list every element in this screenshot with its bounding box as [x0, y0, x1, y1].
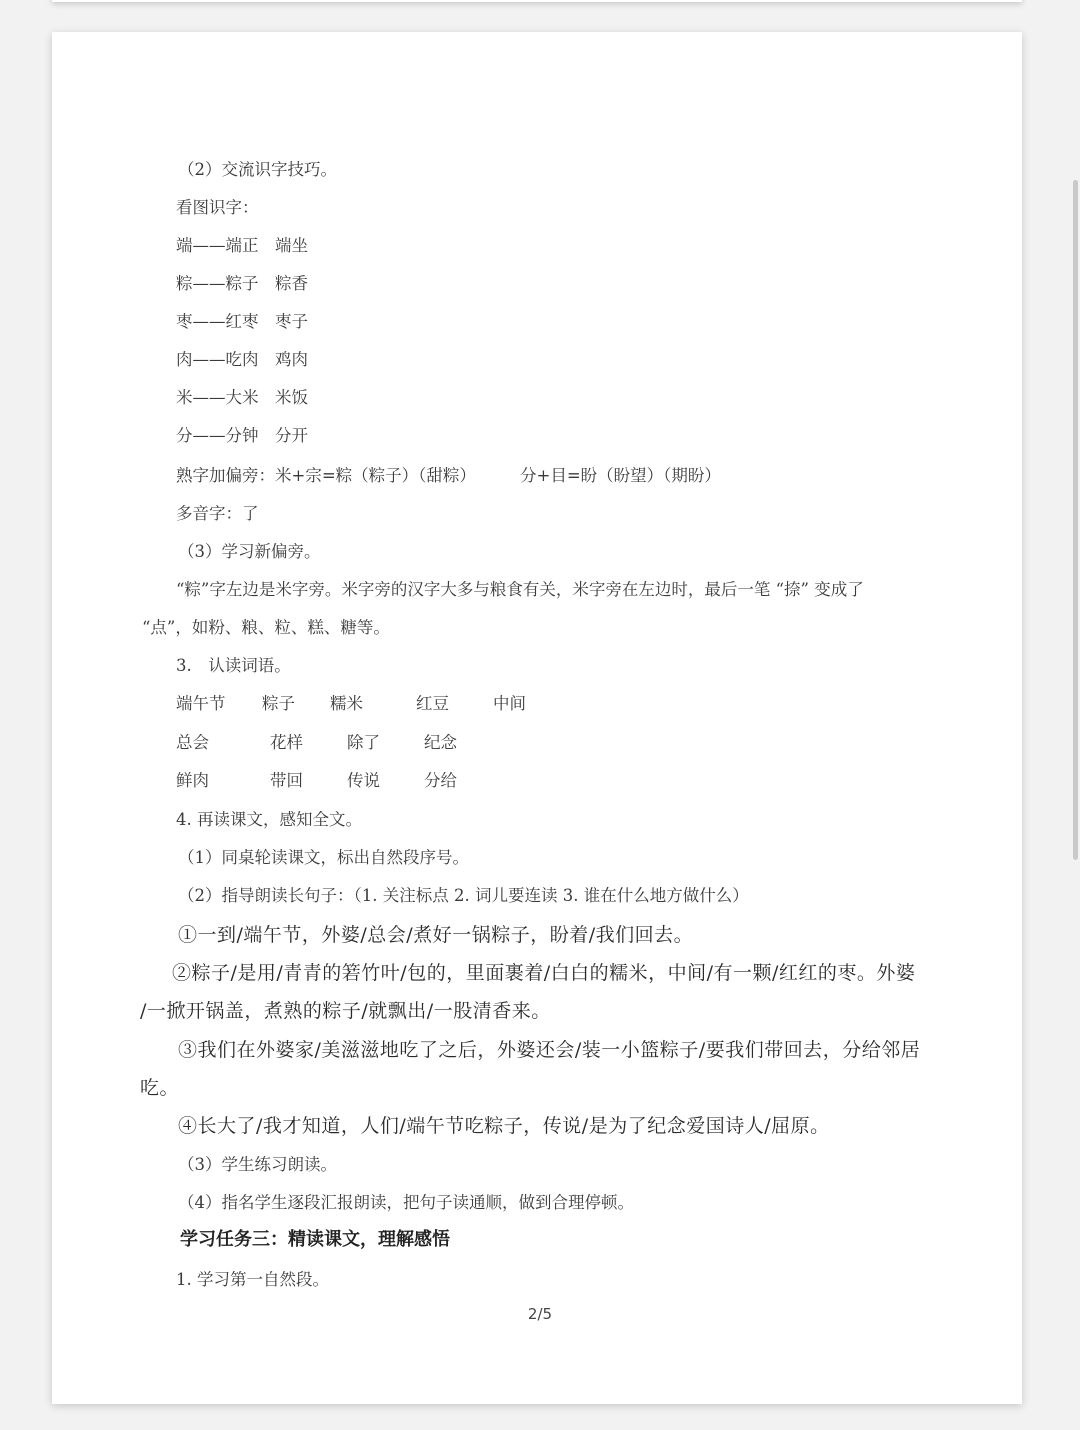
text-line: 肉——吃肉 鸡肉	[176, 350, 308, 369]
reading-sentence: 吃。	[140, 1077, 180, 1099]
reading-sentence: ④长大了/我才知道，人们/端午节吃粽子，传说/是为了纪念爱国诗人/屈原。	[178, 1115, 830, 1137]
text-line: （3）学习新偏旁。	[178, 542, 321, 561]
word-cell: 中间	[493, 694, 526, 713]
word-cell: 带回	[270, 771, 303, 790]
text-line: （2）交流识字技巧。	[178, 160, 337, 179]
text-line: （2）指导朗读长句子：（1. 关注标点 2. 词儿要连读 3. 谁在什么地方做什么）	[178, 886, 749, 905]
text-line: 分——分钟 分开	[176, 426, 308, 445]
word-cell: 红豆	[416, 694, 449, 713]
text-line: 米——大米 米饭	[176, 388, 308, 407]
text-line: 枣——红枣 枣子	[176, 312, 308, 331]
reading-sentence: ③我们在外婆家/美滋滋地吃了之后，外婆还会/装一小篮粽子/要我们带回去，分给邻居	[178, 1039, 921, 1061]
word-cell: 糯米	[330, 694, 363, 713]
word-cell: 纪念	[424, 733, 457, 752]
text-line: （1）同桌轮读课文，标出自然段序号。	[178, 848, 469, 867]
text-line: 3. 认读词语。	[176, 656, 291, 675]
text-line: （3）学生练习朗读。	[178, 1155, 337, 1174]
scrollbar-thumb[interactable]	[1073, 180, 1078, 860]
word-cell: 传说	[347, 771, 380, 790]
text-line: 熟字加偏旁：米+宗=粽（粽子）（甜粽）	[176, 466, 476, 485]
text-line: 看图识字：	[176, 198, 259, 217]
text-line: 分+目=盼（盼望）（期盼）	[520, 466, 721, 485]
text-line: 4. 再读课文，感知全文。	[176, 810, 362, 829]
word-cell: 粽子	[262, 694, 295, 713]
word-cell: 端午节	[176, 694, 226, 713]
word-cell: 花样	[270, 733, 303, 752]
reading-sentence: ①一到/端午节，外婆/总会/煮好一锅粽子，盼着/我们回去。	[178, 924, 694, 946]
text-line: （4）指名学生逐段汇报朗读，把句子读通顺，做到合理停顿。	[178, 1193, 634, 1212]
word-cell: 分给	[424, 771, 457, 790]
text-line: 端——端正 端坐	[176, 236, 308, 255]
text-line: 1. 学习第一自然段。	[176, 1270, 329, 1289]
text-line: 粽——粽子 粽香	[176, 274, 308, 293]
section-heading: 学习任务三：精读课文，理解感悟	[180, 1229, 450, 1250]
reading-sentence: /一掀开锅盖，煮熟的粽子/就飘出/一股清香来。	[140, 1000, 551, 1022]
text-line: 多音字：了	[176, 504, 259, 523]
word-cell: 总会	[176, 733, 209, 752]
page-number: 2/5	[527, 1305, 553, 1323]
text-line: “点”，如粉、粮、粒、糕、糖等。	[142, 618, 390, 637]
reading-sentence: ②粽子/是用/青青的箬竹叶/包的，里面裹着/白白的糯米，中间/有一颗/红红的枣。外婆	[172, 962, 916, 984]
word-cell: 除了	[347, 733, 380, 752]
word-cell: 鲜肉	[176, 771, 209, 790]
text-line: “粽”字左边是米字旁。米字旁的汉字大多与粮食有关，米字旁在左边时，最后一笔 “捺” 变成了	[176, 580, 864, 599]
previous-page-edge	[52, 0, 1022, 2]
